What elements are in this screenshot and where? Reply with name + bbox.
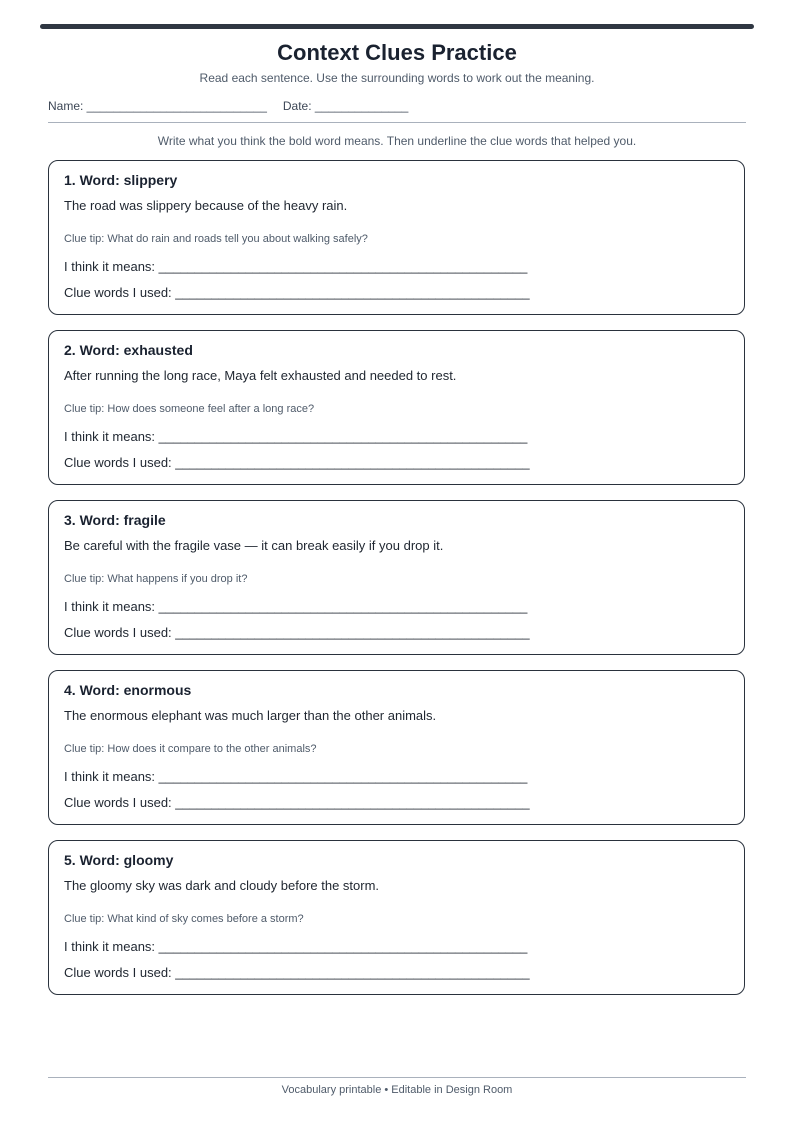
card-sentence: The enormous elephant was much larger than the other animals. — [64, 708, 437, 723]
clue-words-answer-line[interactable]: Clue words I used: _________________________________________________ — [64, 455, 530, 470]
card-clue-tip: Clue tip: How does someone feel after a long race? — [64, 403, 315, 415]
instructions: Write what you think the bold word means. Then underline the clue words that helped you. — [157, 134, 637, 148]
top-accent-bar — [40, 24, 754, 29]
clue-words-answer-line[interactable]: Clue words I used: _________________________________________________ — [64, 965, 530, 980]
card-sentence: The road was slippery because of the heavy rain. — [64, 198, 348, 213]
footer-divider — [48, 1077, 746, 1078]
card-clue-tip: Clue tip: What do rain and roads tell you about walking safely? — [64, 233, 368, 245]
card-sentence: The gloomy sky was dark and cloudy before the storm. — [64, 878, 380, 893]
question-card-2 — [48, 330, 745, 485]
clue-words-answer-line[interactable]: Clue words I used: _________________________________________________ — [64, 285, 530, 300]
card-sentence: Be careful with the fragile vase — it can break easily if you drop it. — [64, 538, 444, 553]
question-card-3 — [48, 500, 745, 655]
card-word: 1. Word: slippery — [64, 172, 178, 188]
page-subtitle: Read each sentence. Use the surrounding words to work out the meaning. — [199, 71, 595, 85]
card-clue-tip: Clue tip: What happens if you drop it? — [64, 573, 248, 585]
header-divider — [48, 122, 746, 123]
meaning-answer-line[interactable]: I think it means: ___________________________________________________ — [64, 939, 528, 954]
question-card-5 — [48, 840, 745, 995]
clue-words-answer-line[interactable]: Clue words I used: _________________________________________________ — [64, 795, 530, 810]
card-clue-tip: Clue tip: How does it compare to the other animals? — [64, 743, 317, 755]
card-word: 5. Word: gloomy — [64, 852, 174, 868]
meaning-answer-line[interactable]: I think it means: ___________________________________________________ — [64, 599, 528, 614]
question-card-4 — [48, 670, 745, 825]
name-date-row — [48, 99, 408, 113]
card-clue-tip: Clue tip: What kind of sky comes before a storm? — [64, 913, 304, 925]
footer-text: Vocabulary printable • Editable in Design Room — [281, 1084, 513, 1096]
page-title: Context Clues Practice — [277, 40, 517, 65]
meaning-answer-line[interactable]: I think it means: ___________________________________________________ — [64, 259, 528, 274]
card-word: 4. Word: enormous — [64, 682, 192, 698]
name-field[interactable]: Name: ___________________________ — [48, 99, 267, 113]
meaning-answer-line[interactable]: I think it means: ___________________________________________________ — [64, 769, 528, 784]
date-field[interactable]: Date: ______________ — [282, 99, 409, 113]
card-sentence: After running the long race, Maya felt exhausted and needed to rest. — [64, 368, 457, 383]
question-card-1 — [48, 160, 745, 315]
card-word: 2. Word: exhausted — [64, 342, 193, 358]
clue-words-answer-line[interactable]: Clue words I used: _________________________________________________ — [64, 625, 530, 640]
card-word: 3. Word: fragile — [64, 512, 166, 528]
meaning-answer-line[interactable]: I think it means: ___________________________________________________ — [64, 429, 528, 444]
